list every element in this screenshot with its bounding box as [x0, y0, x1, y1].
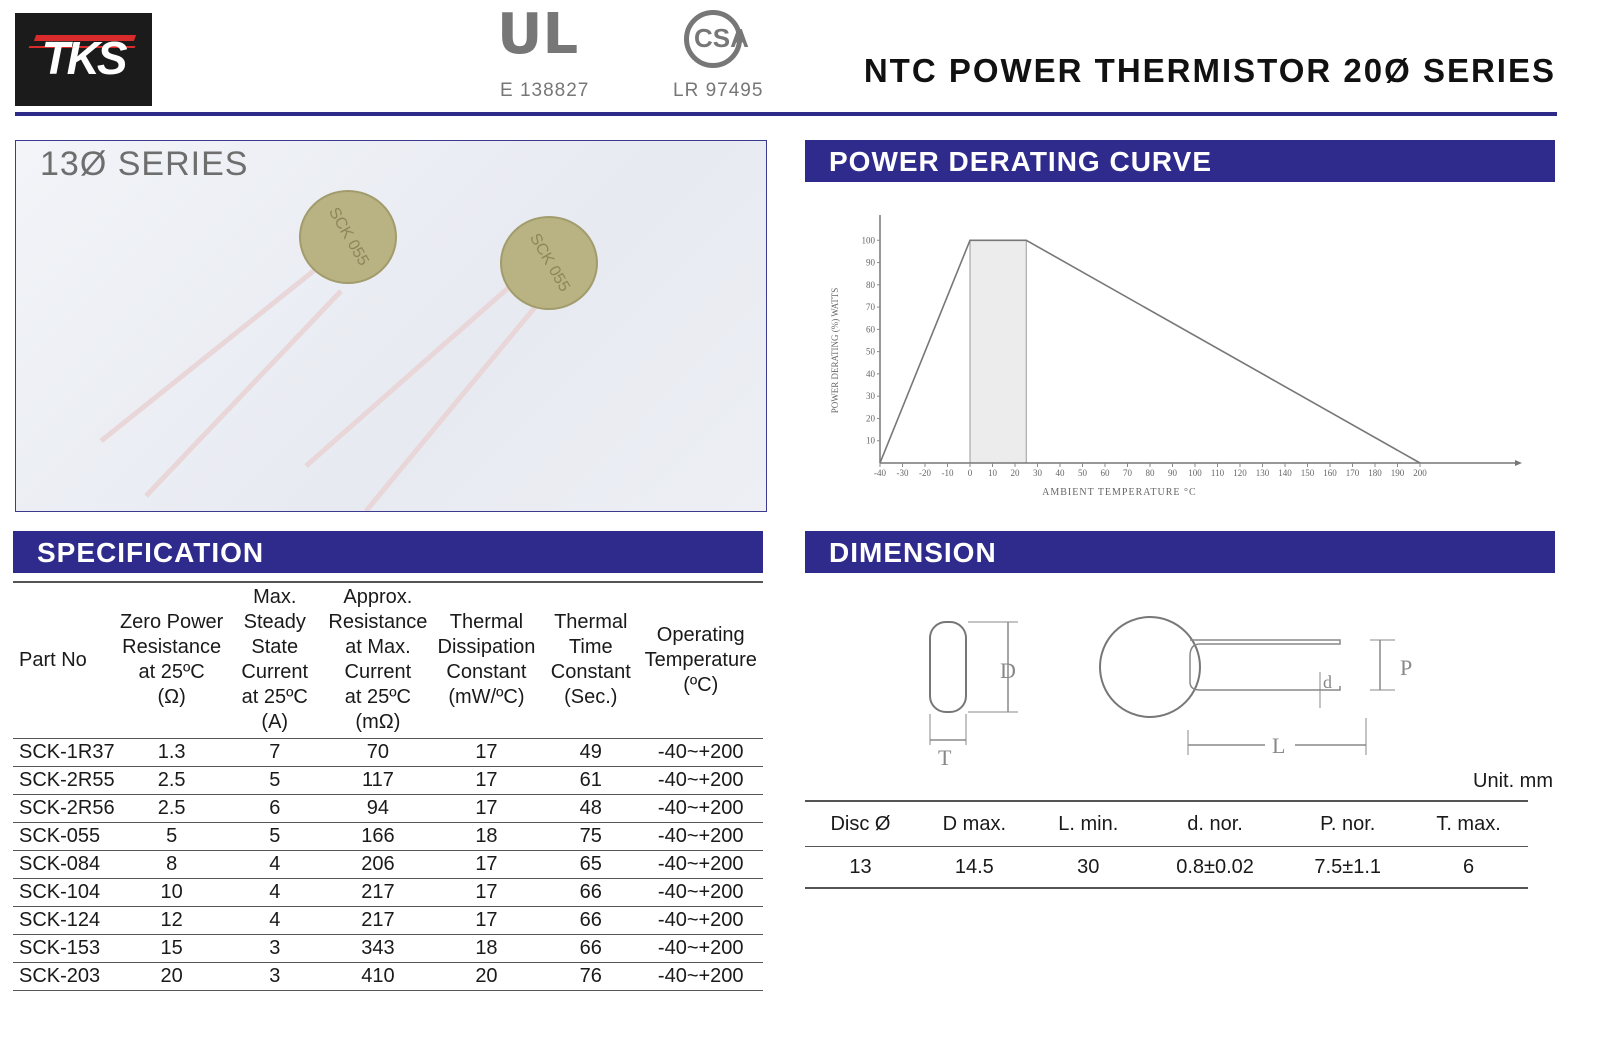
dimension-label-D: D	[1000, 658, 1016, 683]
photo-series-label: 13Ø SERIES	[40, 145, 249, 183]
header-line: Thermal	[554, 611, 628, 633]
y-tick-label: 70	[866, 302, 875, 313]
spec-value-cell: 10	[120, 879, 224, 907]
x-tick-label: 90	[1168, 468, 1177, 478]
spec-value-cell: 217	[326, 879, 430, 907]
header-line: Approx.	[343, 586, 413, 608]
part-number-cell: SCK-203	[13, 963, 120, 991]
header-line: (Sec.)	[564, 686, 618, 708]
ul-certification-icon: UL	[497, 2, 579, 67]
x-tick-label: 190	[1390, 468, 1405, 478]
table-row	[13, 879, 763, 907]
disc-marking: SCK 055	[526, 230, 573, 295]
logo-text: TKS	[41, 32, 125, 84]
x-tick-label: 60	[1100, 468, 1110, 478]
csa-mark-text: CSA	[694, 23, 749, 53]
dimension-value-cell: 14.5	[916, 847, 1033, 889]
header-line: Current	[241, 661, 309, 683]
header-line: Resistance	[122, 636, 222, 658]
header-line: (mΩ)	[355, 711, 401, 733]
part-number-cell: SCK-084	[13, 851, 120, 879]
spec-value-cell: 17	[430, 907, 543, 935]
x-axis-label: AMBIENT TEMPERATURE °C	[1042, 487, 1197, 498]
dimension-label-P: P	[1400, 655, 1413, 680]
spec-value-cell: 166	[326, 823, 430, 851]
spec-value-cell: 3	[224, 935, 326, 963]
spec-value-cell: 15	[120, 935, 224, 963]
part-number-cell: SCK-1R37	[13, 739, 120, 767]
page-title: NTC POWER THERMISTOR 20Ø SERIES	[863, 52, 1556, 89]
dimension-label-T: T	[938, 745, 952, 770]
spec-value-cell: 2.5	[120, 795, 224, 823]
x-tick-label: 110	[1210, 468, 1225, 478]
spec-value-cell: 65	[543, 851, 638, 879]
spec-column-header	[224, 582, 326, 739]
header-line: at 25ºC	[138, 661, 205, 683]
part-number-cell: SCK-153	[13, 935, 120, 963]
spec-value-cell: 4	[224, 879, 326, 907]
lead-wire	[101, 269, 316, 441]
x-tick-label: 160	[1323, 468, 1337, 478]
spec-value-cell: 66	[543, 879, 638, 907]
header-line: Part No	[19, 648, 87, 671]
spec-value-cell: 17	[430, 767, 543, 795]
table-header-row	[13, 582, 763, 739]
x-tick-label: 180	[1368, 468, 1382, 478]
y-tick-label: 60	[866, 324, 875, 335]
spec-value-cell: 66	[543, 907, 638, 935]
header-line: Zero Power	[119, 611, 224, 633]
header-line: Max.	[253, 586, 297, 608]
power-derating-header	[805, 140, 1555, 182]
spec-value-cell: 1.3	[120, 739, 224, 767]
dimension-column-header: D max.	[916, 801, 1033, 847]
spec-column-header	[326, 582, 430, 739]
spec-value-cell: 20	[430, 963, 543, 991]
dimension-table	[805, 800, 1528, 889]
dimension-value-cell: 13	[805, 847, 916, 889]
y-tick-label: 90	[866, 257, 875, 268]
dimension-value-cell: 0.8±0.02	[1144, 847, 1287, 889]
table-row	[805, 847, 1528, 889]
table-row	[13, 907, 763, 935]
x-tick-label: -40	[874, 468, 886, 478]
spec-value-cell: 49	[543, 739, 638, 767]
thermistor-illustration	[16, 141, 766, 511]
y-tick-label: 30	[866, 391, 875, 402]
header-line: at Max.	[345, 636, 411, 658]
header-line: Dissipation	[437, 636, 536, 658]
section-title: SPECIFICATION	[37, 537, 265, 568]
header-line: Operating	[656, 623, 745, 646]
y-axis-label: POWER DERATING (%) WATTS	[830, 287, 840, 414]
power-derating-chart	[830, 210, 1530, 515]
header-line: (ºC)	[683, 673, 719, 696]
header-line: Constant	[446, 661, 527, 683]
spec-value-cell: 94	[326, 795, 430, 823]
spec-value-cell: 3	[224, 963, 326, 991]
specification-header	[13, 531, 763, 573]
x-tick-label: -20	[919, 468, 931, 478]
derating-curve-line	[880, 240, 1420, 463]
header-line: Time	[568, 636, 613, 658]
header-divider	[15, 112, 1557, 116]
header-line: (Ω)	[157, 686, 186, 708]
spec-value-cell: -40~+200	[638, 851, 763, 879]
part-number-cell: SCK-2R56	[13, 795, 120, 823]
spec-value-cell: 17	[430, 739, 543, 767]
spec-value-cell: 61	[543, 767, 638, 795]
dimension-column-header: T. max.	[1409, 801, 1528, 847]
x-tick-label: -10	[941, 468, 954, 478]
spec-value-cell: 18	[430, 935, 543, 963]
header-line: State	[251, 636, 299, 658]
spec-value-cell: 17	[430, 879, 543, 907]
x-tick-label: 80	[1145, 468, 1155, 478]
spec-value-cell: 48	[543, 795, 638, 823]
dimension-column-header: Disc Ø	[805, 801, 916, 847]
x-tick-label: 70	[1123, 468, 1132, 478]
spec-value-cell: 4	[224, 907, 326, 935]
x-tick-label: 130	[1255, 468, 1270, 478]
spec-value-cell: 206	[326, 851, 430, 879]
spec-value-cell: 410	[326, 963, 430, 991]
dimension-column-header: L. min.	[1033, 801, 1144, 847]
spec-value-cell: 75	[543, 823, 638, 851]
x-tick-label: 0	[967, 468, 973, 478]
table-row	[13, 823, 763, 851]
company-logo	[15, 13, 152, 106]
product-photo	[15, 140, 767, 512]
section-title: DIMENSION	[829, 537, 997, 568]
spec-value-cell: -40~+200	[638, 767, 763, 795]
rated-zone-band	[970, 240, 1026, 463]
x-tick-label: 50	[1078, 468, 1087, 478]
spec-value-cell: 5	[224, 767, 326, 795]
section-title: POWER DERATING CURVE	[829, 146, 1212, 177]
header-line: (mW/ºC)	[448, 686, 525, 708]
x-tick-label: 40	[1055, 468, 1065, 478]
x-tick-label: 140	[1278, 468, 1292, 478]
y-tick-label: 40	[866, 368, 875, 379]
spec-value-cell: 17	[430, 851, 543, 879]
header-line: Steady	[243, 611, 306, 633]
x-tick-label: 120	[1233, 468, 1247, 478]
spec-value-cell: -40~+200	[638, 907, 763, 935]
x-tick-label: 100	[1188, 468, 1202, 478]
spec-value-cell: -40~+200	[638, 739, 763, 767]
specification-table	[13, 581, 763, 991]
x-axis-arrow	[1515, 460, 1522, 466]
spec-value-cell: -40~+200	[638, 935, 763, 963]
dimension-drawing	[900, 600, 1440, 780]
y-tick-label: 100	[861, 235, 875, 246]
spec-value-cell: 8	[120, 851, 224, 879]
table-row	[13, 795, 763, 823]
spec-value-cell: 17	[430, 795, 543, 823]
header-line: Current	[344, 661, 412, 683]
spec-value-cell: 2.5	[120, 767, 224, 795]
x-tick-label: 150	[1300, 468, 1315, 478]
spec-value-cell: 117	[326, 767, 430, 795]
table-header-row	[805, 801, 1528, 847]
spec-value-cell: 76	[543, 963, 638, 991]
y-tick-label: 80	[866, 279, 875, 290]
dimension-label-d: d	[1323, 672, 1332, 692]
table-row	[13, 739, 763, 767]
x-tick-label: 20	[1010, 468, 1020, 478]
ul-file-number: E 138827	[500, 80, 590, 101]
spec-column-header	[120, 582, 224, 739]
table-row	[13, 767, 763, 795]
spec-value-cell: 12	[120, 907, 224, 935]
spec-value-cell: 20	[120, 963, 224, 991]
x-tick-label: -30	[896, 468, 909, 478]
header-line: Thermal	[449, 611, 524, 633]
lead-wire	[146, 291, 341, 496]
spec-column-header	[430, 582, 543, 739]
dimension-label-L: L	[1272, 733, 1286, 758]
spec-column-header	[543, 582, 638, 739]
part-number-cell: SCK-104	[13, 879, 120, 907]
y-tick-label: 20	[866, 413, 875, 424]
dimension-header	[805, 531, 1555, 573]
spec-value-cell: -40~+200	[638, 823, 763, 851]
x-tick-label: 30	[1033, 468, 1042, 478]
spec-value-cell: 217	[326, 907, 430, 935]
spec-column-header	[638, 582, 763, 739]
header-line: at 25ºC	[344, 686, 411, 708]
lead-wire	[306, 281, 516, 466]
unit-label: Unit. mm	[1473, 770, 1553, 792]
header-line: Resistance	[328, 611, 428, 633]
spec-value-cell: 18	[430, 823, 543, 851]
spec-value-cell: -40~+200	[638, 795, 763, 823]
part-number-cell: SCK-124	[13, 907, 120, 935]
header-line: (A)	[261, 711, 289, 733]
x-tick-label: 170	[1345, 468, 1360, 478]
spec-value-cell: -40~+200	[638, 879, 763, 907]
table-row	[13, 851, 763, 879]
dimension-column-header: P. nor.	[1286, 801, 1409, 847]
side-view-outline	[930, 622, 966, 712]
dimension-value-cell: 6	[1409, 847, 1528, 889]
disc-marking: SCK 055	[325, 204, 372, 269]
x-tick-label: 200	[1413, 468, 1427, 478]
header-line: Temperature	[644, 648, 757, 671]
spec-value-cell: 5	[120, 823, 224, 851]
front-view-disc	[1100, 617, 1200, 717]
spec-value-cell: 5	[224, 823, 326, 851]
header-line: at 25ºC	[241, 686, 308, 708]
spec-value-cell: 4	[224, 851, 326, 879]
spec-value-cell: 7	[224, 739, 326, 767]
dimension-column-header: d. nor.	[1144, 801, 1287, 847]
spec-column-header	[13, 582, 120, 739]
part-number-cell: SCK-2R55	[13, 767, 120, 795]
spec-value-cell: 343	[326, 935, 430, 963]
part-number-cell: SCK-055	[13, 823, 120, 851]
table-row	[13, 963, 763, 991]
header-line: Constant	[550, 661, 631, 683]
dimension-value-cell: 7.5±1.1	[1286, 847, 1409, 889]
csa-file-number: LR 97495	[673, 80, 764, 101]
spec-value-cell: 66	[543, 935, 638, 963]
spec-value-cell: 6	[224, 795, 326, 823]
csa-certification-icon	[684, 10, 749, 68]
y-tick-label: 10	[866, 435, 875, 446]
spec-value-cell: 70	[326, 739, 430, 767]
dimension-value-cell: 30	[1033, 847, 1144, 889]
y-tick-label: 50	[866, 346, 875, 357]
table-row	[13, 935, 763, 963]
lead-outline	[1190, 640, 1340, 690]
x-tick-label: 10	[988, 468, 997, 478]
spec-value-cell: -40~+200	[638, 963, 763, 991]
